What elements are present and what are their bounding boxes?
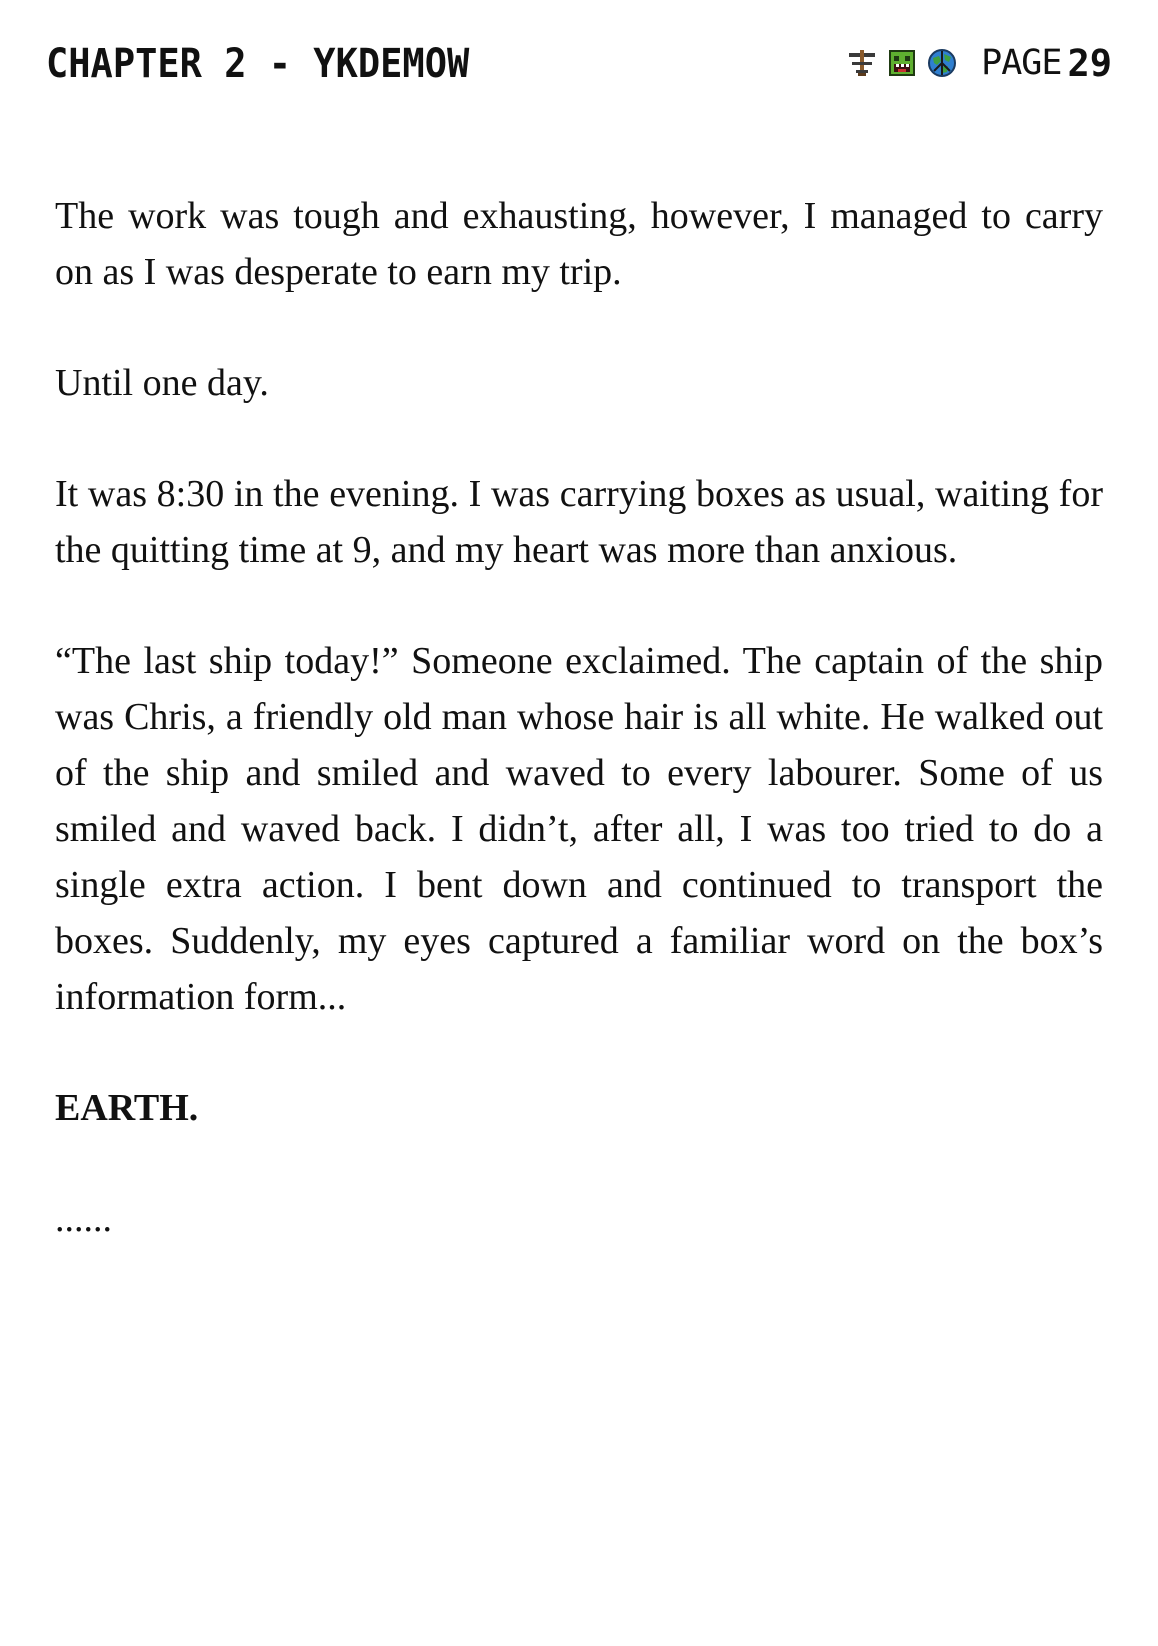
- page-header: [46, 38, 1112, 88]
- paragraph-emphasis: EARTH.: [55, 1087, 199, 1129]
- page-label: PAGE: [981, 43, 1062, 83]
- peace-globe-icon: [927, 48, 957, 78]
- monster-icon: [887, 48, 917, 78]
- page-number: 29: [1067, 41, 1112, 85]
- chapter-title: CHAPTER 2 - YKDEMOW: [46, 39, 470, 87]
- paragraph-ellipsis: ......: [55, 1198, 112, 1240]
- header-right: [847, 42, 1112, 85]
- paragraph: Until one day.: [55, 362, 269, 404]
- anchor-icon: [847, 48, 877, 78]
- paragraph: It was 8:30 in the evening. I was carrying boxes as usual, waiting for the quitting time at 9, and my heart was more than anxious.: [55, 473, 1103, 571]
- paragraph: The work was tough and exhausting, however, I managed to carry on as I was desperate to earn my trip.: [55, 195, 1103, 293]
- paragraph: “The last ship today!” Someone exclaimed. The captain of the ship was Chris, a friendly old man whose hair is all white. He walked out of the ship and smiled and waved to every labourer. Some of us smiled and waved back. I didn’t, after all, I was too tried to do a single extra action. I bent down and continued to transport the boxes. Suddenly, my eyes captured a familiar word on the box’s information form...: [55, 640, 1103, 1018]
- page-body: [55, 188, 1103, 1302]
